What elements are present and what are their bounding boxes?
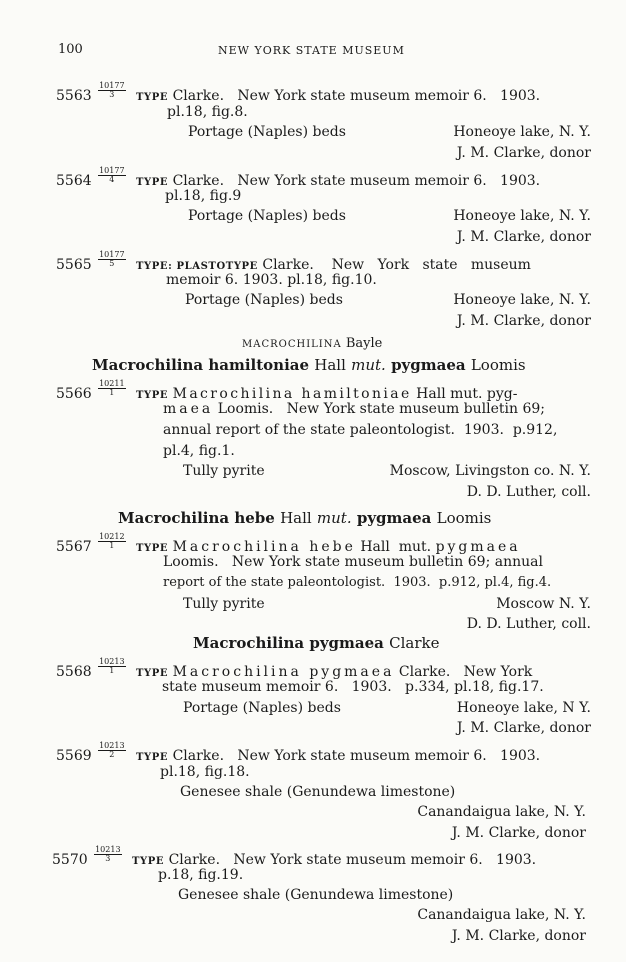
species-name: Macrochilina hebe [118,509,275,527]
donor: J. M. Clarke, donor [456,313,591,329]
fraction-bottom: 5 [109,259,115,268]
fraction-top: 10213 [99,657,125,666]
entry-first-line [56,82,540,104]
citation-text: p.18, fig.19. [158,867,244,883]
donor: J. M. Clarke, donor [456,720,591,736]
locality: Moscow N. Y. [496,596,591,612]
formation: Genesee shale (Genundewa limestone) [180,784,456,800]
mutation-label: mut. [316,509,352,527]
catalog-fraction [98,380,125,397]
formation: Portage (Naples) beds [183,700,341,716]
fraction-top: 10212 [99,532,125,541]
fraction-bottom: 1 [109,388,115,397]
catalog-fraction [98,533,125,550]
citation-text: Loomis. New York state museum bulletin 69; annual [163,554,543,570]
locality: Honeoye lake, N. Y. [453,292,591,308]
citation-line [163,401,545,417]
citation-text: pl.4, fig.1. [163,443,235,459]
donor: J. M. Clarke, donor [456,145,591,161]
entry-first-line [56,742,540,764]
citation-name: Macrochilina hamiltoniae [172,386,412,402]
entry-number: 5563 [56,88,92,104]
citation-text: memoir 6. 1903. pl.18, fig.10. [166,272,377,288]
species-heading [193,634,440,652]
variety-author: Loomis [436,509,492,527]
locality: Honeoye lake, N. Y. [453,208,591,224]
citation-text: Clarke. New York state museum memoir 6. 1903. [172,88,541,104]
donor: D. D. Luther, coll. [466,616,591,632]
formation: Portage (Naples) beds [185,292,343,308]
entry-first-line [56,533,521,555]
formation: Genesee shale (Genundewa limestone) [178,887,454,903]
entry-number: 5567 [56,539,92,555]
formation: Tully pyrite [183,463,265,479]
fraction-top: 10213 [95,845,121,854]
citation-text: Hall mut. [360,539,432,555]
species-author: Clarke [389,634,440,652]
fraction-bottom: 3 [109,90,115,99]
fraction-top: 10177 [99,166,125,175]
catalog-fraction [98,167,125,184]
donor: J. M. Clarke, donor [451,928,586,944]
citation-text: pl.18, fig.18. [160,764,250,780]
genus-author: Bayle [345,336,383,351]
locality: Canandaigua lake, N. Y. [417,804,586,820]
variety-name: pygmaea [391,356,466,374]
entry-first-line [56,380,518,402]
citation-text: Clarke. New York state museum memoir 6. 1903. [168,852,537,868]
entry-first-line [52,846,536,868]
catalog-fraction [98,658,125,675]
locality: Canandaigua lake, N. Y. [417,907,586,923]
type-label: TYPE: PLASTOTYPE [136,261,258,272]
citation-text: pl.18, fig.8. [167,104,248,120]
fraction-top: 10177 [99,250,125,259]
fraction-top: 10211 [99,379,125,388]
locality: Moscow, Livingston co. N. Y. [389,463,591,479]
entry-number: 5568 [56,664,92,680]
type-label: TYPE [136,92,169,103]
fraction-bottom: 2 [109,750,115,759]
citation-text: Clarke. New York state museum [262,257,531,273]
entry-number: 5564 [56,173,92,189]
citation-text: Loomis. New York state museum bulletin 69; [217,401,546,417]
donor: J. M. Clarke, donor [456,229,591,245]
fraction-top: 10177 [99,81,125,90]
mutation-label: mut. [351,356,386,374]
entry-number: 5565 [56,257,92,273]
entry-number: 5569 [56,748,92,764]
type-label: TYPE [136,543,169,554]
entry-first-line [56,251,531,273]
species-author: Hall [280,509,312,527]
variety-author: Loomis [470,356,526,374]
entry-number: 5570 [52,852,88,868]
type-label: TYPE [136,668,169,679]
formation: Tully pyrite [183,596,265,612]
fraction-bottom: 3 [105,854,111,863]
catalog-fraction [98,742,125,759]
species-heading [118,509,491,527]
locality: Honeoye lake, N Y. [456,700,591,716]
donor: D. D. Luther, coll. [466,484,591,500]
fraction-bottom: 1 [109,666,115,675]
species-name: Macrochilina hamiltoniae [92,356,310,374]
citation-name: maea [163,401,214,417]
locality: Honeoye lake, N. Y. [453,124,591,140]
species-name: Macrochilina pygmaea [193,634,384,652]
entry-first-line [56,167,540,189]
page-number: 100 [58,42,83,57]
variety-name: pygmaea [356,509,432,527]
running-head: NEW YORK STATE MUSEUM [218,44,405,57]
fraction-bottom: 4 [109,175,115,184]
citation-text: Clarke. New York state museum memoir 6. 1903. [172,173,541,189]
fraction-bottom: 1 [109,541,115,550]
citation-text: state museum memoir 6. 1903. p.334, pl.18, fig.17. [162,679,544,695]
fraction-top: 10213 [99,741,125,750]
catalog-fraction [98,82,125,99]
genus-heading [242,336,382,351]
species-author: Hall [314,356,346,374]
citation-text: annual report of the state paleontologist. 1903. p.912, [163,422,558,438]
formation: Portage (Naples) beds [188,208,346,224]
entry-number: 5566 [56,386,92,402]
citation-text: Hall mut. pyg- [416,386,518,402]
citation-text: report of the state paleontologist. 1903. p.912, pl.4, fig.4. [163,575,552,590]
type-label: TYPE [136,390,169,401]
citation-text: Clarke. New York state museum memoir 6. 1903. [172,748,541,764]
genus-name: MACROCHILINA [242,339,342,350]
catalog-fraction [98,251,125,268]
citation-name: Macrochilina pygmaea [172,664,395,680]
type-label: TYPE [132,856,165,867]
catalog-fraction [94,846,121,863]
citation-name: Macrochilina hebe [172,539,356,555]
formation: Portage (Naples) beds [188,124,346,140]
type-label: TYPE [136,177,169,188]
donor: J. M. Clarke, donor [451,825,586,841]
type-label: TYPE [136,752,169,763]
citation-text: pl.18, fig.9 [165,188,242,204]
citation-name: pygmaea [435,539,521,555]
species-heading [92,356,526,374]
entry-first-line [56,658,532,680]
citation-text: Clarke. New York [398,664,533,680]
